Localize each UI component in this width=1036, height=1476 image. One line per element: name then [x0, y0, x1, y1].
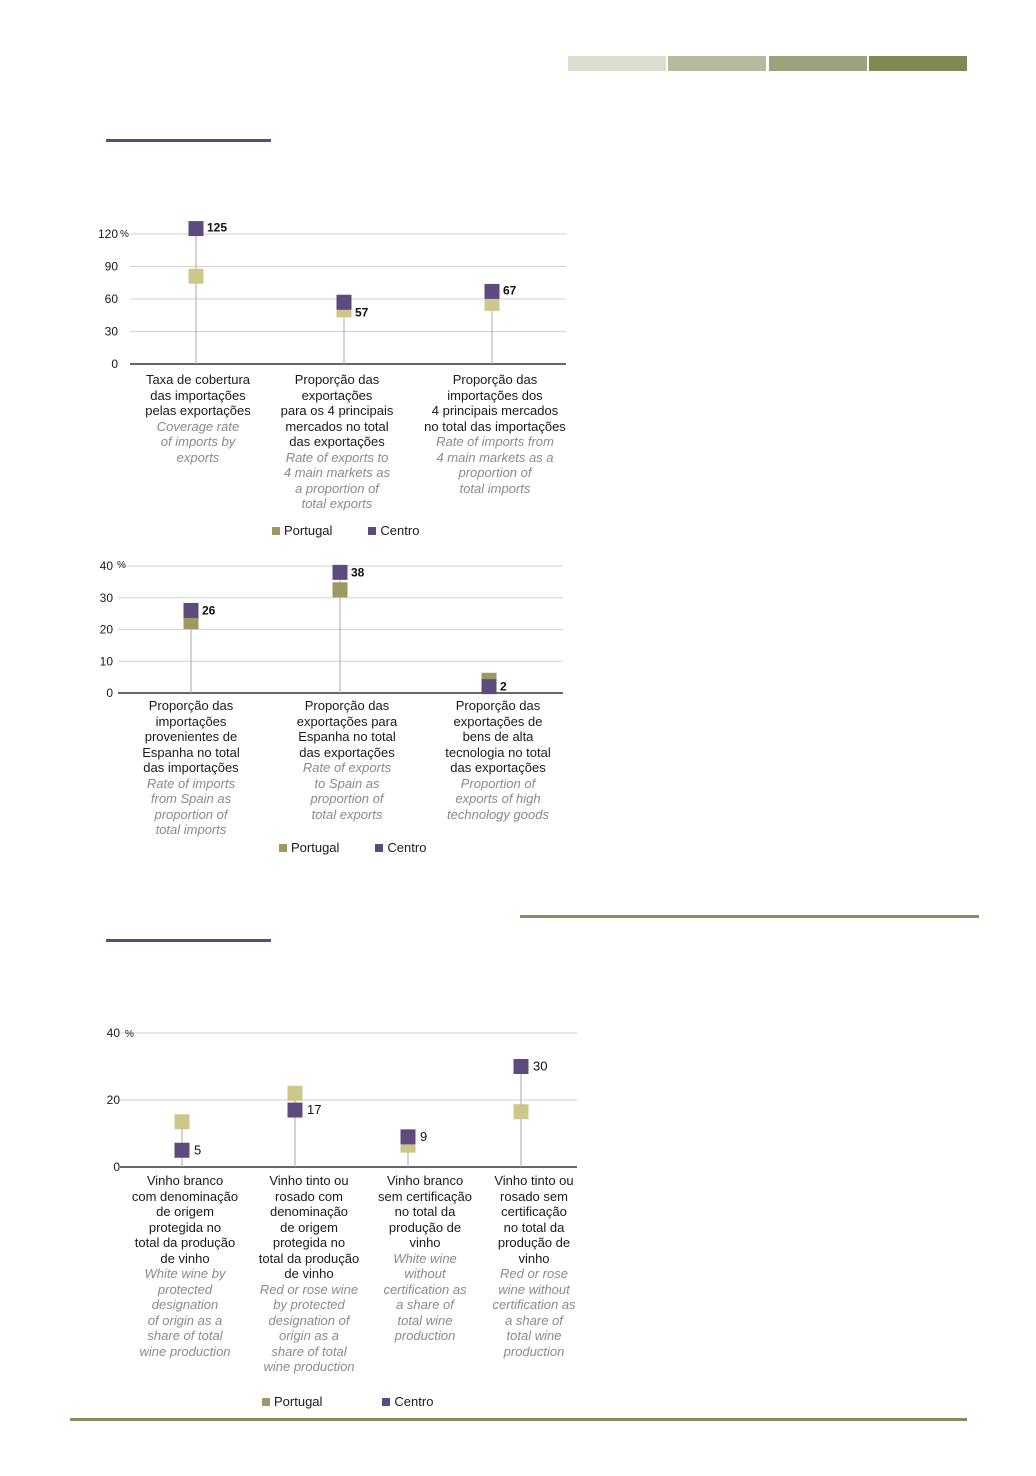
- category-label-pt-line: das exportações: [450, 760, 546, 775]
- category-label-pt-line: Vinho tinto ou: [494, 1173, 574, 1188]
- category-label-pt-line: das exportações: [289, 434, 385, 449]
- category-label-en-line: origin as a: [279, 1328, 339, 1343]
- category-label-en-line: Rate of exports: [302, 760, 392, 775]
- category-label-en-line: Proportion of: [460, 775, 536, 791]
- centro-value-label: 125: [207, 220, 228, 235]
- category-label-en-line: Rate of imports: [146, 775, 236, 791]
- category-label-en-line: of imports by: [160, 434, 236, 449]
- category-label-en-line: Coverage rate: [156, 418, 240, 434]
- category-label-pt-line: Vinho branco: [146, 1173, 224, 1188]
- category-label-en-line: proportion of: [310, 791, 384, 806]
- centro-value-label: 17: [307, 1102, 322, 1118]
- category-label-en-line: wine production: [139, 1343, 231, 1359]
- category-label-pt-line: Proporção das: [455, 698, 541, 713]
- category-label-pt-line: Taxa de cobertura: [145, 372, 251, 387]
- category-label-en-line: by protected: [273, 1297, 345, 1312]
- y-tick-label: 30: [104, 324, 118, 339]
- category-label-pt-line: vinho: [518, 1250, 550, 1266]
- category-label-en-line: total exports: [311, 806, 383, 822]
- category-label-en-line: exports: [176, 449, 220, 465]
- category-label-pt-line: Proporção das: [148, 698, 234, 713]
- category-label-en-line: Rate of imports from: [436, 434, 554, 449]
- category-label: [454, 1173, 614, 1359]
- category-label-en-line: protected: [157, 1281, 213, 1297]
- category-label-pt-line: das exportações: [299, 744, 395, 760]
- y-tick-label: 60: [104, 292, 118, 306]
- category-label-en-line: a proportion of: [295, 480, 379, 496]
- category-label: [415, 372, 575, 496]
- category-label-pt-line: importações: [155, 713, 227, 729]
- centro-value-label: 2: [500, 679, 507, 694]
- y-tick-label: 90: [104, 259, 118, 274]
- category-label-en-line: share of total: [271, 1343, 347, 1359]
- category-label-pt-line: produção de: [497, 1235, 571, 1250]
- y-tick-label: 10: [99, 654, 113, 669]
- category-label-pt-line: bens de alta: [462, 729, 534, 744]
- legend-chart-2: [279, 840, 462, 855]
- category-label-pt-line: no total das importações: [424, 418, 566, 434]
- category-label-pt-line: das importações: [150, 387, 246, 403]
- legend-chart-1: [272, 523, 455, 538]
- category-label-en-line: total imports: [459, 480, 531, 496]
- category-label-pt-line: pelas exportações: [145, 403, 251, 418]
- category-label-en-line: Red or rose wine: [259, 1281, 359, 1297]
- category-label-pt-line: exportações de: [453, 713, 543, 729]
- category-label-en-line: production: [394, 1328, 456, 1343]
- category-label-pt-line: no total da: [394, 1204, 456, 1219]
- portugal-marker: [175, 1114, 190, 1129]
- category-label-pt-line: de origem: [280, 1219, 338, 1235]
- y-tick-label: 0: [111, 357, 118, 371]
- legend-swatch-centro: [368, 527, 376, 535]
- category-label-en-line: total wine: [506, 1328, 562, 1343]
- centro-value-label: 57: [355, 305, 369, 320]
- category-label-en-line: production: [503, 1343, 565, 1359]
- category-label-en-line: exports of high: [455, 791, 541, 806]
- category-label-en-line: designation of: [268, 1312, 350, 1328]
- category-label-en-line: without: [404, 1266, 446, 1281]
- category-label-pt-line: Proporção das: [452, 372, 538, 387]
- centro-value-label: 5: [194, 1142, 202, 1158]
- category-label-en-line: Rate of exports to: [285, 449, 389, 465]
- category-label-pt-line: importações dos: [447, 387, 543, 403]
- legend-swatch-portugal: [279, 844, 287, 852]
- category-label-pt-line: com denominação: [131, 1188, 239, 1204]
- category-label-pt-line: sem certificação: [378, 1188, 472, 1204]
- category-label-en-line: of origin as a: [147, 1312, 223, 1328]
- y-tick-label: 20: [99, 622, 113, 637]
- category-label-pt-line: protegida no: [272, 1235, 346, 1250]
- category-label-en-line: wine without: [498, 1281, 570, 1297]
- category-label-en-line: total imports: [155, 822, 227, 837]
- legend-label-centro: Centro: [380, 523, 420, 538]
- legend-label-portugal: Portugal: [291, 840, 340, 855]
- category-label: [111, 698, 271, 838]
- category-label-pt-line: Proporção das: [304, 698, 390, 713]
- category-label-pt-line: denominação: [269, 1204, 349, 1219]
- legend-chart-3: [262, 1394, 469, 1409]
- y-unit-label: %: [125, 1029, 134, 1040]
- category-label-pt-line: Proporção das: [294, 372, 380, 387]
- legend-swatch-portugal: [272, 527, 280, 535]
- legend-swatch-centro: [382, 1398, 390, 1406]
- category-label-pt-line: vinho: [409, 1235, 441, 1250]
- category-label-en-line: wine production: [263, 1359, 355, 1374]
- category-label-pt-line: 4 principais mercados: [431, 403, 559, 418]
- y-tick-label: 120: [97, 227, 118, 241]
- category-label-en-line: to Spain as: [314, 775, 380, 791]
- category-label-pt-line: de vinho: [284, 1266, 334, 1281]
- centro-value-label: 30: [533, 1058, 548, 1074]
- centro-value-label: 38: [351, 565, 365, 580]
- category-label: [418, 698, 578, 822]
- category-label-en-line: certification as: [383, 1281, 467, 1297]
- category-label-pt-line: para os 4 principais: [280, 403, 394, 418]
- category-label-pt-line: Vinho tinto ou: [269, 1173, 349, 1188]
- category-label-en-line: 4 main markets as a: [436, 449, 554, 465]
- category-label-pt-line: rosado com: [275, 1188, 343, 1204]
- portugal-marker: [514, 1104, 529, 1119]
- category-label-en-line: total exports: [301, 496, 373, 511]
- category-label-en-line: proportion of: [154, 806, 228, 822]
- category-label-en-line: designation: [151, 1297, 219, 1312]
- category-label: [267, 698, 427, 822]
- category-label-pt-line: Espanha no total: [142, 744, 240, 760]
- centro-marker: [514, 1059, 529, 1074]
- category-label: [118, 372, 278, 465]
- portugal-marker: [288, 1086, 303, 1101]
- category-label-pt-line: das importações: [143, 760, 239, 775]
- category-label-en-line: technology goods: [447, 806, 549, 822]
- category-label-pt-line: protegida no: [148, 1219, 222, 1235]
- y-tick-label: 30: [99, 590, 113, 605]
- y-tick-label: 20: [106, 1093, 120, 1107]
- category-label-pt-line: mercados no total: [285, 418, 389, 434]
- category-label-en-line: total wine: [397, 1312, 453, 1328]
- category-label-en-line: a share of: [396, 1297, 454, 1312]
- category-label-en-line: certification as: [492, 1297, 576, 1312]
- centro-value-label: 9: [420, 1128, 428, 1144]
- category-label-pt-line: de vinho: [160, 1250, 210, 1266]
- centro-value-label: 26: [202, 603, 216, 618]
- y-unit-label: %: [120, 229, 129, 240]
- category-label-pt-line: de origem: [156, 1204, 214, 1219]
- category-label: [257, 372, 417, 512]
- category-label-en-line: White wine: [393, 1250, 457, 1266]
- category-label-pt-line: total da produção: [134, 1235, 236, 1250]
- category-label-pt-line: no total da: [503, 1219, 565, 1235]
- category-label-pt-line: rosado sem: [500, 1188, 568, 1204]
- category-label-pt-line: provenientes de: [144, 729, 238, 744]
- category-label-pt-line: exportações: [301, 387, 373, 403]
- legend-label-centro: Centro: [394, 1394, 434, 1409]
- category-label-en-line: 4 main markets as: [283, 465, 391, 480]
- legend-label-portugal: Portugal: [274, 1394, 323, 1409]
- category-label-pt-line: total da produção: [258, 1250, 360, 1266]
- legend-swatch-portugal: [262, 1398, 270, 1406]
- centro-marker: [175, 1143, 190, 1158]
- category-label-en-line: White wine by: [144, 1266, 226, 1281]
- legend-swatch-centro: [375, 844, 383, 852]
- category-label-pt-line: Vinho branco: [386, 1173, 464, 1188]
- category-label-en-line: Red or rose: [500, 1266, 568, 1281]
- category-label-en-line: from Spain as: [150, 791, 232, 806]
- centro-value-label: 67: [503, 283, 517, 298]
- y-tick-label: 40: [106, 1026, 120, 1040]
- category-label-en-line: a share of: [505, 1312, 563, 1328]
- category-label-pt-line: exportações para: [296, 713, 398, 729]
- category-label-en-line: proportion of: [458, 465, 532, 480]
- y-tick-label: 0: [106, 686, 113, 700]
- centro-marker: [401, 1129, 416, 1144]
- legend-label-centro: Centro: [387, 840, 427, 855]
- y-unit-label: %: [117, 560, 126, 571]
- y-tick-label: 0: [113, 1160, 120, 1174]
- y-tick-label: 40: [99, 559, 113, 573]
- category-label-pt-line: certificação: [501, 1204, 567, 1219]
- category-label-en-line: share of total: [147, 1328, 223, 1343]
- category-label-pt-line: tecnologia no total: [445, 744, 551, 760]
- centro-marker: [288, 1103, 303, 1118]
- category-label-pt-line: Espanha no total: [298, 729, 396, 744]
- legend-label-portugal: Portugal: [284, 523, 333, 538]
- category-label-pt-line: produção de: [388, 1219, 462, 1235]
